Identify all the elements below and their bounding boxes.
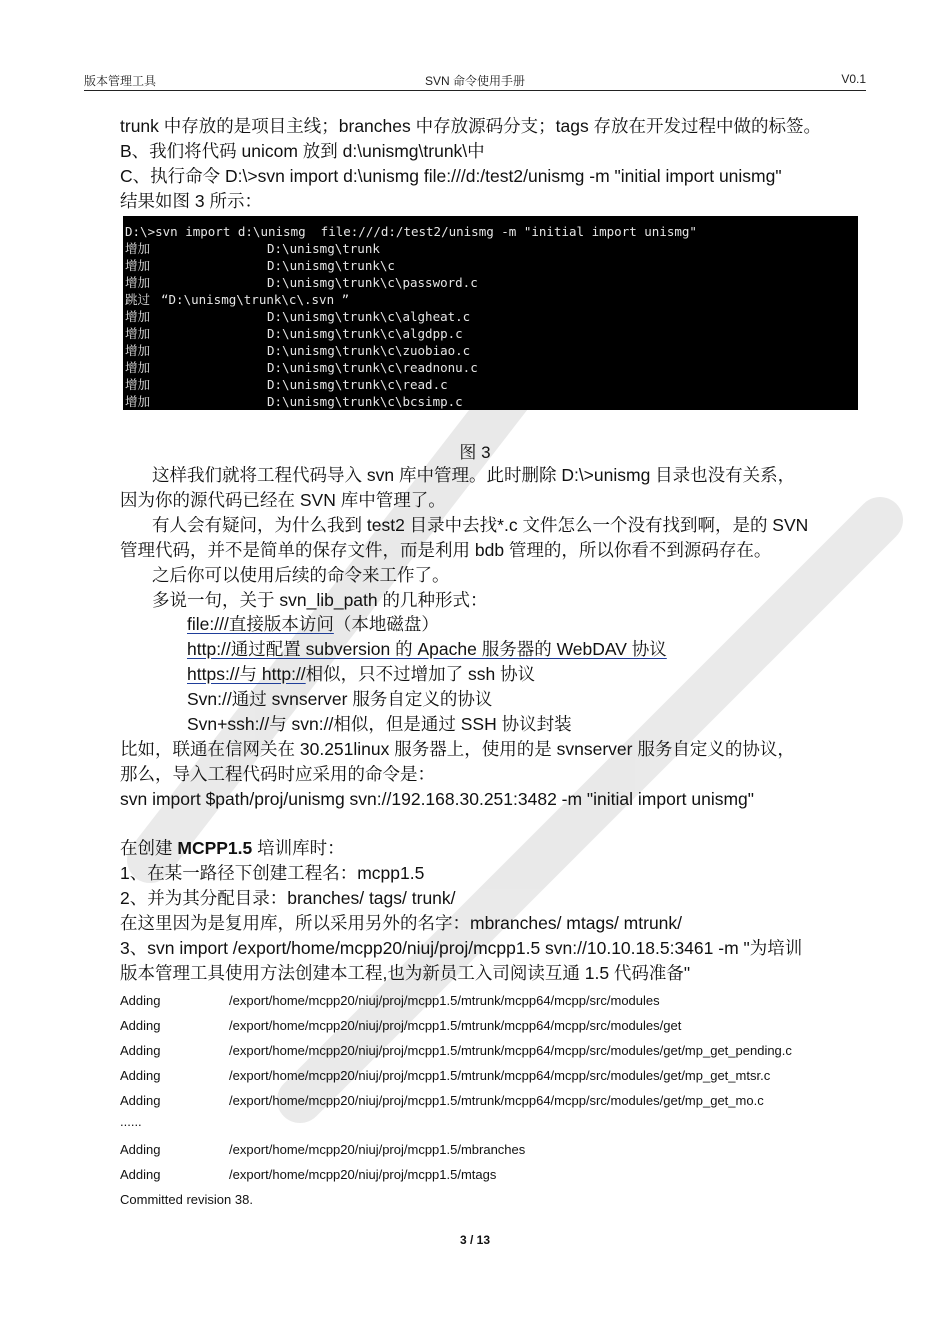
mcpp-title: 在创建 MCPP1.5 培训库时：	[120, 838, 345, 858]
page-number: 3 / 13	[459, 1233, 491, 1247]
terminal-row: 增加 D:\unismg\trunk\c\algheat.c	[125, 309, 471, 324]
form-link[interactable]: file:///直接版本访问	[187, 614, 334, 634]
form-link[interactable]: https://与 http://	[187, 664, 306, 684]
output-row: Adding /export/home/mcpp20/niuj/proj/mcpp1.5/mtrunk/mcpp64/mcpp/src/modules/get	[120, 1018, 682, 1033]
intro-line-1: trunk 中存放的是项目主线；branches 中存放源码分支；tags 存放在开发过程中做的标签。	[120, 116, 822, 136]
import-command: svn import $path/proj/unismg svn://192.168.30.251:3482 -m "initial import unismg"	[120, 789, 754, 809]
terminal-row: 增加 D:\unismg\trunk\c\readnonu.c	[125, 360, 478, 375]
committed-revision: Committed revision 38.	[120, 1192, 253, 1207]
mcpp-step-1: 1、在某一路径下创建工程名：mcpp1.5	[120, 863, 425, 883]
form-item: Svn://通过 svnserver 服务自定义的协议	[187, 689, 493, 709]
terminal-row: 增加 D:\unismg\trunk\c\password.c	[125, 275, 478, 290]
output-row: Adding /export/home/mcpp20/niuj/proj/mcpp1.5/mbranches	[120, 1142, 526, 1157]
terminal-row: 跳过 “D:\unismg\trunk\c\.svn ”	[125, 292, 350, 307]
mcpp-step-2b: 在这里因为是复用库，所以采用另外的名字：mbranches/ mtags/ mtrunk/	[120, 913, 683, 933]
terminal-row: 增加 D:\unismg\trunk\c	[125, 258, 395, 273]
form-link[interactable]: http://通过配置 subversion 的 Apache 服务器的 WebDAV 协议	[187, 639, 667, 659]
intro-line-4: 结果如图 3 所示：	[120, 191, 262, 211]
terminal-row: 增加 D:\unismg\trunk\c\read.c	[125, 377, 448, 392]
intro-line-3: C、执行命令 D:\>svn import d:\unismg file:///d:/test2/unismg -m "initial import unismg"	[120, 166, 782, 186]
output-row: Adding /export/home/mcpp20/niuj/proj/mcpp1.5/mtrunk/mcpp64/mcpp/src/modules/get/mp_get_mo.c	[120, 1093, 764, 1108]
page-header	[84, 70, 866, 91]
form-item: file:///直接版本访问（本地磁盘）	[187, 614, 439, 634]
terminal-row: 增加 D:\unismg\trunk\c\algdpp.c	[125, 326, 463, 341]
terminal-row: 增加 D:\unismg\trunk	[125, 241, 380, 256]
para2-line-2: 管理代码，并不是简单的保存文件，而是利用 bdb 管理的，所以你看不到源码存在。	[120, 540, 772, 560]
output-row: Adding /export/home/mcpp20/niuj/proj/mcpp1.5/mtags	[120, 1167, 497, 1182]
figure-caption: 图 3	[459, 443, 491, 462]
output-row: Adding /export/home/mcpp20/niuj/proj/mcpp1.5/mtrunk/mcpp64/mcpp/src/modules/get/mp_get_mtsr.c	[120, 1068, 771, 1083]
para5-line-2: 那么，导入工程代码时应采用的命令是：	[120, 764, 435, 784]
form-item	[187, 637, 667, 661]
output-row: Adding /export/home/mcpp20/niuj/proj/mcpp1.5/mtrunk/mcpp64/mcpp/src/modules	[120, 993, 660, 1008]
header-left: 版本管理工具	[84, 74, 157, 88]
para3: 之后你可以使用后续的命令来工作了。	[152, 565, 450, 585]
form-item: https://与 http://相似，只不过增加了 ssh 协议	[187, 664, 536, 684]
mcpp-step-3a: 3、svn import /export/home/mcpp20/niuj/proj/mcpp1.5 svn://10.10.18.5:3461 -m "为培训	[120, 938, 803, 958]
para2-line-1: 有人会有疑问，为什么我到 test2 目录中去找*.c 文件怎么一个没有找到啊，是的 SVN	[152, 515, 809, 535]
header-center: SVN 命令使用手册	[424, 74, 525, 88]
output-row: Adding /export/home/mcpp20/niuj/proj/mcpp1.5/mtrunk/mcpp64/mcpp/src/modules/get/mp_get_pending.c	[120, 1043, 792, 1058]
mcpp-step-2: 2、并为其分配目录：branches/ tags/ trunk/	[120, 888, 456, 908]
para1-line-2: 因为你的源代码已经在 SVN 库中管理了。	[120, 490, 446, 510]
form-item: Svn+ssh://与 svn://相似，但是通过 SSH 协议封装	[187, 714, 572, 734]
para1-line-1: 这样我们就将工程代码导入 svn 库中管理。此时删除 D:\>unismg 目录也没有关系，	[152, 465, 796, 485]
para4: 多说一句，关于 svn_lib_path 的几种形式：	[152, 590, 488, 610]
terminal-screenshot	[123, 216, 858, 410]
terminal-command: D:\>svn import d:\unismg file:///d:/test2/unismg -m "initial import unismg"	[125, 224, 697, 239]
terminal-row: 增加 D:\unismg\trunk\c\bcsimp.c	[125, 394, 463, 409]
para5-line-1: 比如，联通在信网关在 30.251linux 服务器上，使用的是 svnserver 服务自定义的协议，	[120, 739, 795, 759]
mcpp-step-3b: 版本管理工具使用方法创建本工程,也为新员工入司阅读互通 1.5 代码准备"	[120, 963, 691, 983]
output-ellipsis: ......	[120, 1114, 142, 1129]
intro-line-2: B、我们将代码 unicom 放到 d:\unismg\trunk\中	[120, 141, 485, 161]
terminal-row: 增加 D:\unismg\trunk\c\zuobiao.c	[125, 343, 471, 358]
header-version: V0.1	[841, 72, 866, 86]
